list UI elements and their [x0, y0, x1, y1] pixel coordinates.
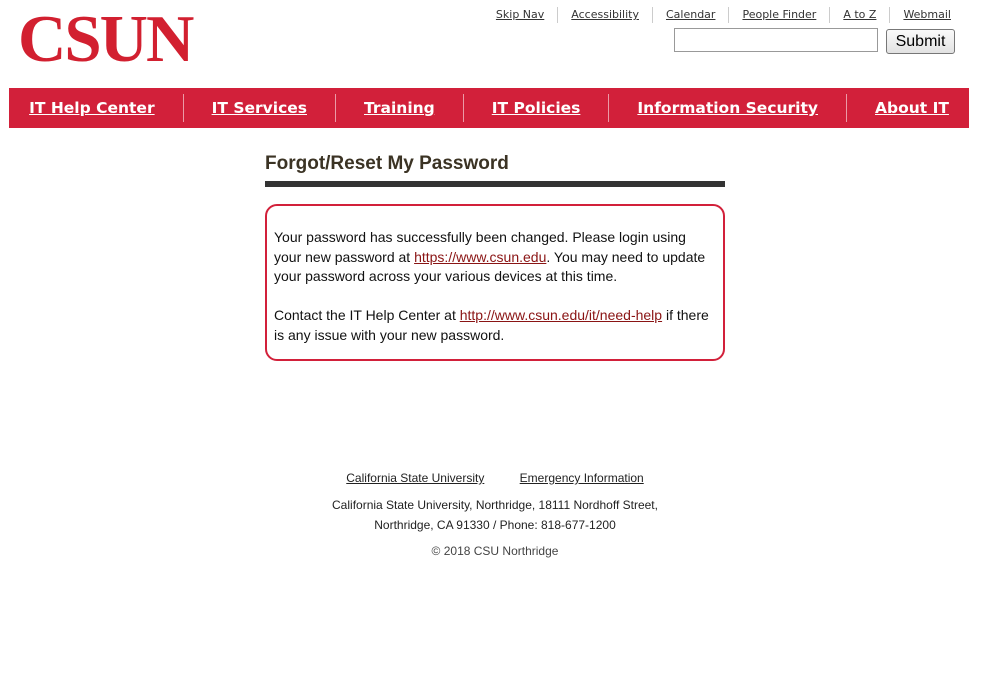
nav-it-policies[interactable]: IT Policies — [463, 94, 609, 122]
calendar-link[interactable]: Calendar — [652, 7, 728, 23]
main-nav — [9, 88, 969, 128]
footer-address — [0, 495, 990, 535]
need-help-link[interactable]: http://www.csun.edu/it/need-help — [459, 307, 663, 323]
message-text: Your password has successfully been changed. Please login using your new password at — [274, 229, 686, 265]
accessibility-link[interactable]: Accessibility — [557, 7, 652, 23]
california-state-university-link[interactable]: California State University — [346, 471, 485, 485]
footer — [0, 471, 990, 558]
address-line-1: California State University, Northridge, 18111 Nordhoff Street, — [332, 498, 658, 512]
skip-nav-link[interactable]: Skip Nav — [495, 8, 545, 21]
nav-it-help-center[interactable]: IT Help Center — [29, 99, 155, 117]
nav-information-security[interactable]: Information Security — [608, 94, 846, 122]
csun-logo[interactable]: CSUN — [18, 2, 193, 76]
nav-training[interactable]: Training — [335, 94, 463, 122]
utility-nav — [483, 7, 958, 23]
footer-links — [0, 471, 990, 485]
a-to-z-link[interactable]: A to Z — [829, 7, 889, 23]
nav-about-it[interactable]: About IT — [846, 94, 977, 122]
success-message-box — [265, 204, 725, 361]
address-line-2: Northridge, CA 91330 / Phone: 818-677-1200 — [374, 518, 616, 532]
message-text: . You may need to update your password across your various devices at this time. — [274, 248, 706, 284]
copyright: © 2018 CSU Northridge — [431, 544, 559, 558]
search-input[interactable] — [674, 28, 878, 52]
message-text: Contact the IT Help Center at — [274, 307, 460, 323]
submit-button[interactable]: Submit — [886, 29, 955, 54]
message-text: if there is any issue with your new password. — [274, 307, 709, 343]
emergency-information-link[interactable]: Emergency Information — [519, 471, 644, 485]
nav-it-services[interactable]: IT Services — [183, 94, 335, 122]
csun-homepage-link[interactable]: https://www.csun.edu — [414, 248, 547, 265]
people-finder-link[interactable]: People Finder — [728, 7, 829, 23]
page-title: Forgot/Reset My Password — [265, 153, 725, 187]
password-changed-message — [274, 228, 717, 287]
webmail-link[interactable]: Webmail — [889, 7, 958, 23]
help-center-message — [274, 306, 717, 345]
